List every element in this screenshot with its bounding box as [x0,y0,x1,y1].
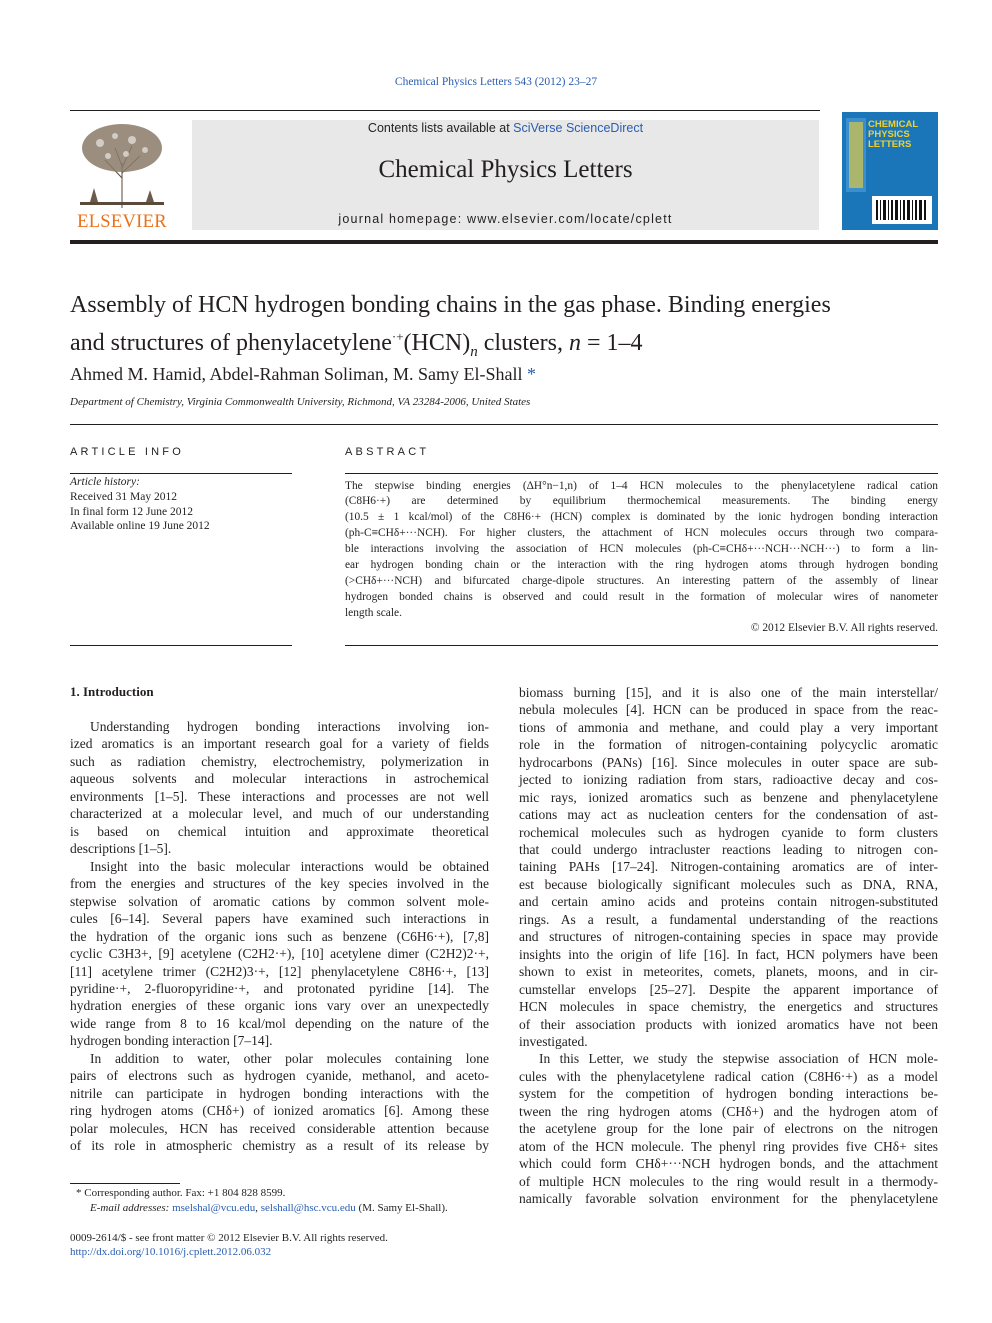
elsevier-wordmark: ELSEVIER [77,212,167,232]
top-rule [70,110,820,111]
history-received: Received 31 May 2012 [70,491,177,503]
abstract-rule [345,473,938,474]
body-line: ized aromatics is an important research goal for a variety of fields [70,736,489,751]
body-line: insights into the origin of life [16]. In fact, HCN polymers have been [519,947,938,962]
body-line: of their association products with ionized aromatics have not been [519,1017,938,1032]
contents-prefix: Contents lists available at [367,121,514,135]
body-line: the hydration of the organic ions such as benzene (C6H6·+), [7,8] [70,929,489,944]
sciencedirect-link[interactable]: SciVerse ScienceDirect [513,121,644,135]
body-line: polar molecules, HCN has received considerable attention because [70,1121,489,1136]
body-line: environments [1–5]. These interactions and processes are not well [70,789,489,804]
title-sub: n [470,343,478,360]
body-line: cules [6–14]. Several papers have examined such interactions in [70,911,489,926]
body-line: such as radiation chemistry, electrochemistry, polymerization in [70,754,489,769]
cover-title-line: LETTERS [868,139,912,150]
article-info-heading: ARTICLE INFO [70,446,184,458]
body-line: cyclic C3H3+, [9] acetylene (C2H2·+), [10] acetylene dimer (C2H2)2·+, [70,946,489,961]
corresponding-author-mark[interactable]: * [526,364,536,384]
article-info-bottom-rule [70,645,292,646]
abstract-line: (C8H6·+) are determined by equilibrium thermochemical measurements. The binding energy [345,495,938,507]
email-note [90,1202,448,1214]
body-line: rings. As a result, a fundamental understanding of the reactions [519,912,938,927]
author-list [70,364,536,385]
abstract-line: ear hydrogen bonding chain or the interaction with the ring hydrogen atoms through hydrogen bonding [345,559,938,571]
abstract-line: (>CHδ+···NCH) and bifurcated charge-dipole structures. An interesting pattern of the assembly of linear [345,575,938,587]
body-line: nebula molecules [4]. HCN can be produced in space from the reac- [519,702,938,717]
body-line: Insight into the basic molecular interactions would be obtained [90,859,489,874]
abstract-copyright: © 2012 Elsevier B.V. All rights reserved. [750,622,938,634]
body-line: role in the formation of nitrogen-containing polycyclic aromatic [519,737,938,752]
journal-name: Chemical Physics Letters [378,156,633,183]
title-part: (HCN) [403,330,471,356]
body-line: investigated. [519,1034,588,1049]
cover-title [868,120,936,150]
body-line: and structures of nitrogen-containing species in space may provide [519,929,938,944]
body-line: [11] acetylene trimer (C2H2)3·+, [12] phenylacetylene C8H6·+, [13] [70,964,489,979]
body-line: biomass burning [15], and it is also one of the main interstellar/ [519,685,938,700]
body-line: jected to ionizing radiation from stars, radioactive decay and cos- [519,772,938,787]
body-line: pairs of electrons such as hydrogen cyanide, methanol, and aceto- [70,1068,489,1083]
body-line: ring hydrogen atoms (CHδ+) of ionized aromatics [6]. Among these [70,1103,489,1118]
body-line: hydrocarbons (PANs) [16]. Since molecules in outer space are sub- [519,755,938,770]
abstract-line: ble interactions involving the association of HCN molecules (ph-C≡CHδ+···NCH···NCH···) to form a lin- [345,543,938,555]
email-label: E-mail addresses: [90,1202,170,1214]
abstract-line: (10.5 ± 1 kcal/mol) of the C8H6·+ (HCN) complex is dominated by the ionic hydrogen bonding interaction [345,511,938,523]
article-title [70,290,950,368]
email-link-1[interactable]: mselshal@vcu.edu [172,1202,256,1214]
body-line: which could form CHδ+···NCH hydrogen bonds, and the attachment [519,1156,938,1171]
affiliation-rule [70,424,938,425]
title-part: = 1–4 [581,330,643,356]
body-line: HCN molecules in space chemistry, the energetics and structures [519,999,938,1014]
body-line: hydrogen bonding interaction [7–14]. [70,1033,273,1048]
email-link-2[interactable]: selshall@hsc.vcu.edu [260,1202,356,1214]
journal-cover-thumbnail[interactable] [842,112,938,230]
footnote-rule [70,1183,180,1184]
tree-icon [70,118,174,210]
doi-link[interactable]: http://dx.doi.org/10.1016/j.cplett.2012.06.032 [70,1246,272,1258]
body-line: mic rays, ionized aromatics such as benzene and phenylacetylene [519,790,938,805]
body-line: wide range from 8 to 16 kcal/mol depending on the nature of the [70,1016,489,1031]
title-part: clusters, [477,330,570,356]
article-history-label: Article history: [70,476,140,488]
email-owner: (M. Samy El-Shall). [355,1202,448,1214]
body-line: characterized at a molecular level, and much of our understanding [70,806,489,821]
body-line: pyridine·+, 2-fluoropyridine·+, and protonated pyridine [14]. The [70,981,489,996]
header-thick-rule [70,240,938,244]
body-line: cumstellar envelops [25–27]. Despite the apparent importance of [519,982,938,997]
abstract-line: length scale. [345,607,402,619]
body-line: that could undergo intracluster reactions leading to nitrogen con- [519,842,938,857]
body-line: rochemical molecules such as hydrogen cyanide to form clusters [519,825,938,840]
homepage-prefix: journal homepage: [338,212,468,226]
contents-available-line [192,121,819,135]
body-line: Understanding hydrogen bonding interactions involving ion- [90,719,489,734]
body-line: In this Letter, we study the stepwise association of HCN mole- [539,1051,938,1066]
body-line: cules with the phenylacetylene radical cation (C8H6·+) as a model [519,1069,938,1084]
author-names: Ahmed M. Hamid, Abdel-Rahman Soliman, M. Samy El-Shall [70,364,523,384]
title-part: and structures of phenylacetylene [70,330,392,356]
affiliation: Department of Chemistry, Virginia Commonwealth University, Richmond, VA 23284-2006, United States [70,396,531,408]
history-final-form: In final form 12 June 2012 [70,506,193,518]
body-line: stepwise solvation of aromatic cations by common solvent mole- [70,894,489,909]
homepage-url[interactable]: www.elsevier.com/locate/cplett [467,212,673,226]
body-line: of multiple HCN molecules to the ring would result in a thermody- [519,1174,938,1189]
abstract-line: (ph-C≡CHδ+···NCH). For higher clusters, the attachment of HCN molecules occurs through two compara- [345,527,938,539]
body-line: taining PAHs [17–24]. Nitrogen-containing aromatics are of inter- [519,859,938,874]
body-line: atom of the HCN molecule. The phenyl ring provides five CHδ+ sites [519,1139,938,1154]
body-line: namically favorable solvation environment for the phenylacetylene [519,1191,938,1206]
cover-title-line: CHEMICAL [868,119,919,130]
corresponding-author-note: * Corresponding author. Fax: +1 804 828 8599. [76,1187,286,1199]
body-line: est because biologically significant molecules such as DNA, RNA, [519,877,938,892]
abstract-bottom-rule [345,645,938,646]
body-line: In addition to water, other polar molecules containing lone [90,1051,489,1066]
body-line: tween the ring hydrogen atoms (CHδ+) and the hydrogen atom of [519,1104,938,1119]
history-online: Available online 19 June 2012 [70,520,210,532]
issn-line: 0009-2614/$ - see front matter © 2012 Elsevier B.V. All rights reserved. [70,1232,388,1244]
title-line-1: Assembly of HCN hydrogen bonding chains in the gas phase. Binding energies [70,292,831,318]
journal-homepage-line [192,212,819,226]
body-line: aqueous solvents and molecular interactions in astrochemical [70,771,489,786]
title-line-2 [70,321,950,368]
article-info-rule [70,473,292,474]
abstract-heading: ABSTRACT [345,446,430,458]
title-sup: ·+ [391,329,404,344]
body-line: cations may act as nucleation centers for the condensation of ast- [519,807,938,822]
body-line: descriptions [1–5]. [70,841,172,856]
cover-stripe-icon [846,118,866,192]
body-line: system for the competition of hydrogen bonding interactions be- [519,1086,938,1101]
body-line: of its role in atmospheric chemistry as a result of its release by [70,1138,489,1153]
journal-reference[interactable]: Chemical Physics Letters 543 (2012) 23–27 [394,76,598,88]
body-line: the acetylene group for the lone pair of electrons on the nitrogen [519,1121,938,1136]
body-line: from the energies and structures of the key species involved in the [70,876,489,891]
abstract-line: hydrogen bonded chains is observed and could result in the formation of molecular wires of nanometer [345,591,938,603]
body-line: hydration energies of these organic ions vary over an unexpectedly [70,998,489,1013]
abstract-line: The stepwise binding energies (ΔH°n−1,n) of 1–4 HCN molecules to the phenylacetylene radical cation [345,480,938,492]
body-line: and certain amino acids and proteins contain nitrogen-substituted [519,894,938,909]
body-line: nitrile can participate in hydrogen bonding interactions with the [70,1086,489,1101]
body-line: tions of ammonia and methane, and could play a very important [519,720,938,735]
title-n: n [569,330,582,356]
body-line: is based on chemical intuition and approximate theoretical [70,824,489,839]
introduction-heading: 1. Introduction [70,684,154,699]
cover-title-line: PHYSICS [868,129,910,140]
cover-barcode-icon [872,196,932,224]
body-line: shown to exist in meteorites, comets, planets, moons, and in cir- [519,964,938,979]
email-separator: , [255,1202,261,1214]
